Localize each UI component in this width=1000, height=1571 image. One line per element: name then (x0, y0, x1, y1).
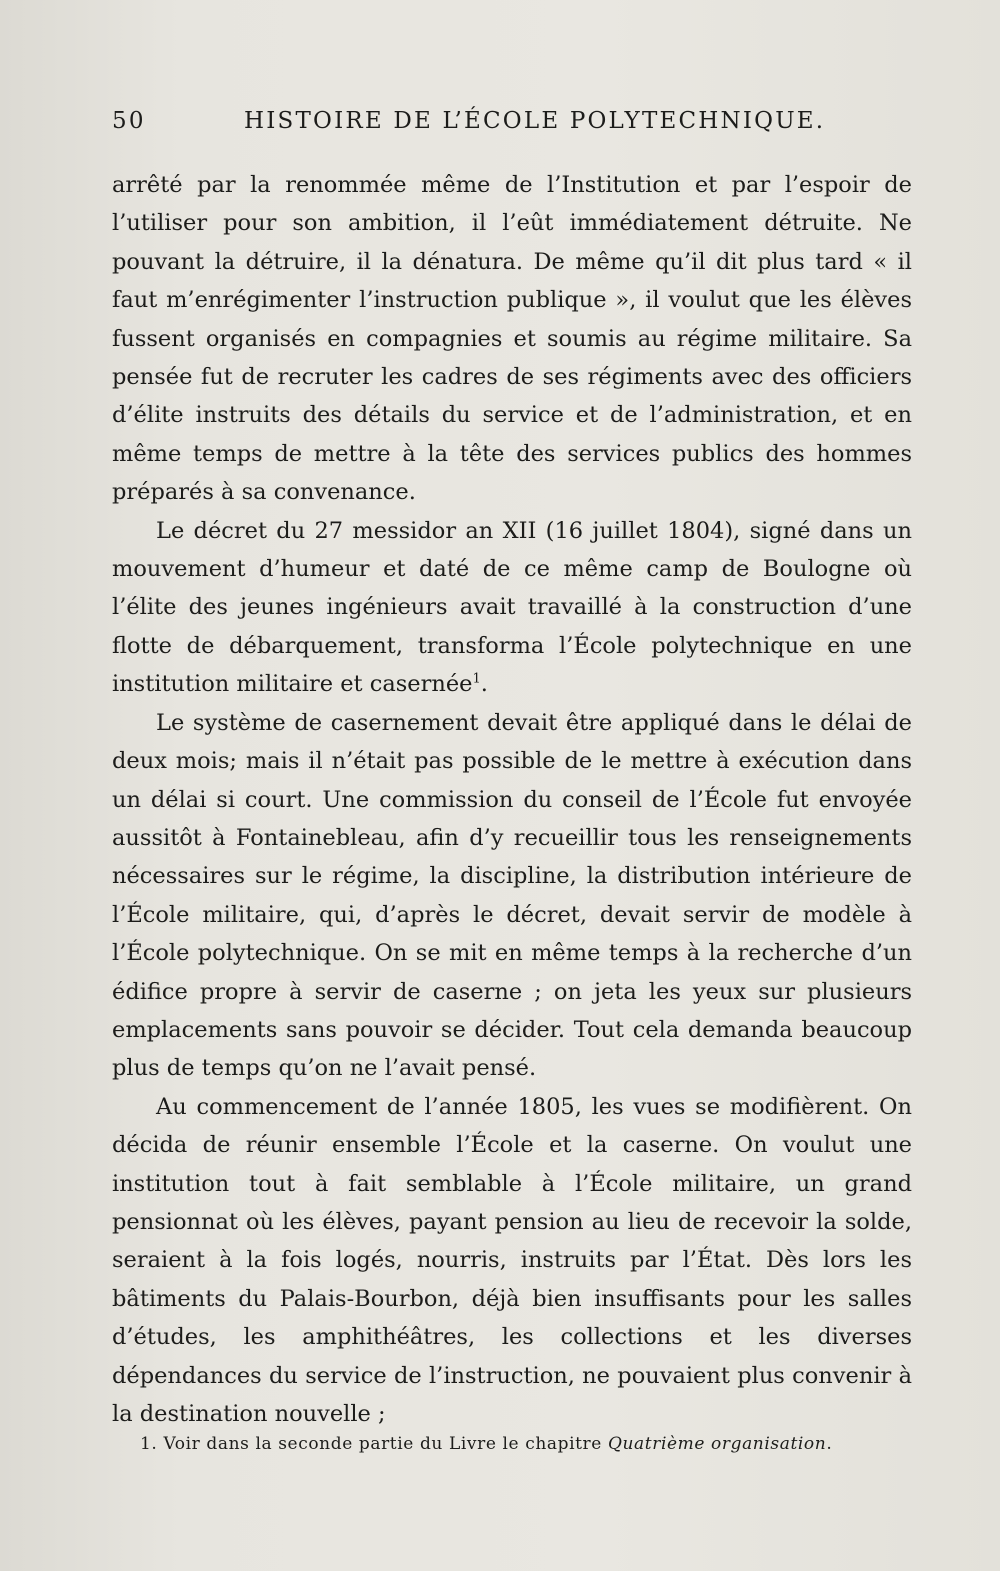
footnote-tail: . (826, 1434, 833, 1454)
page-number: 50 (112, 108, 146, 134)
paragraph-2: Le décret du 27 messidor an XII (16 juillet 1804), signé dans un mouvement d’humeur et daté de ce même camp de Boulogne où l’élite des jeunes ingénieurs avait travaillé à la construction d’une flotte de débarquement, transforma l’École polytechnique en une institution militaire et casernée$^1$. (112, 517, 912, 698)
footnote (140, 1434, 900, 1454)
footnote-emphasis: Quatrième organisation (607, 1434, 827, 1454)
footnote-marker: 1. (140, 1434, 158, 1454)
footnote-text: Voir dans la seconde partie du Livre le chapitre (163, 1434, 602, 1454)
running-title: HISTOIRE DE L’ÉCOLE POLYTECHNIQUE. (244, 108, 826, 134)
paragraph-1: arrêté par la renommée même de l’Institution et par l’espoir de l’utiliser pour son ambition, il l’eût immédiatement détruite. Ne pouvant la détruire, il la dénatura. De même qu’il dit plus tard « il faut m’enrégimenter l’instruction publique », il voulut que les élèves fussent organisés en compagnies et soumis au régime militaire. Sa pensée fut de recruter les cadres de ses régiments avec des officiers d’élite instruits des détails du service et de l’administration, et en même temps de mettre à la tête des services publics des hommes préparés à sa convenance. (112, 172, 912, 506)
body-text (112, 166, 912, 1433)
paragraph-4: Au commencement de l’année 1805, les vues se modifièrent. On décida de réunir ensemble l’École et la caserne. On voulut une institution tout à fait semblable à l’École militaire, un grand pensionnat où les élèves, payant pension au lieu de recevoir la solde, seraient à la fois logés, nourris, instruits par l’État. Dès lors les bâtiments du Palais-Bourbon, déjà bien insuffisants pour les salles d’études, les amphithéâtres, les collections et les diverses dépendances du service de l’instruction, ne pouvaient plus convenir à la destination nouvelle ; (112, 1093, 912, 1427)
page-header (112, 108, 912, 148)
paragraph-3: Le système de casernement devait être appliqué dans le délai de deux mois; mais il n’était pas possible de le mettre à exécution dans un délai si court. Une commission du conseil de l’École fut envoyée aussitôt à Fontainebleau, afin d’y recueillir tous les renseignements nécessaires sur le régime, la discipline, la distribution intérieure de l’École militaire, qui, d’après le décret, devait servir de modèle à l’École polytechnique. On se mit en même temps à la recherche d’un édifice propre à servir de caserne ; on jeta les yeux sur plusieurs emplacements sans pouvoir se décider. Tout cela demanda beaucoup plus de temps qu’on ne l’avait pensé. (112, 709, 912, 1082)
footnote-reference[interactable]: 1 (472, 671, 481, 687)
